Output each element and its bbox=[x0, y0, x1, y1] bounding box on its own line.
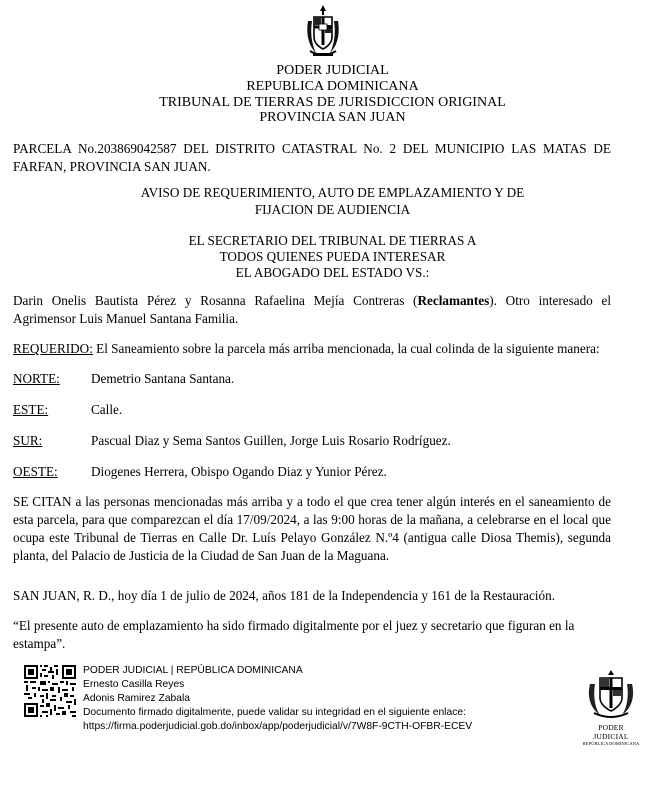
claimants-role: Reclamantes bbox=[417, 293, 490, 308]
footer-seal-subtitle: REPÚBLICA DOMINICANA bbox=[582, 741, 640, 746]
boundary-south-label: SUR: bbox=[13, 433, 43, 448]
requirement-paragraph bbox=[13, 340, 633, 358]
dominican-coat-of-arms-icon bbox=[302, 3, 344, 59]
poder-judicial-seal-icon bbox=[580, 668, 642, 720]
header-line-1: PODER JUDICIAL bbox=[276, 63, 389, 78]
parcel-description: PARCELA No.203869042587 DEL DISTRITO CATASTRAL No. 2 DEL MUNICIPIO LAS MATAS DE FARFAN, PROVINCIA SAN JUAN. bbox=[13, 141, 611, 174]
qr-code-icon bbox=[24, 665, 76, 717]
claimants-names: Darin Onelis Bautista Pérez y Rosanna Rafaelina Mejía Contreras ( bbox=[13, 293, 418, 308]
header-emblem bbox=[302, 3, 344, 59]
address-line-3: EL ABOGADO DEL ESTADO VS.: bbox=[235, 265, 430, 280]
validation-link[interactable]: https://firma.poderjudicial.gob.do/inbox/app/poderjudicial/v/7W8F-9CTH-OFBR-ECEV bbox=[83, 721, 473, 732]
signature-note: “El presente auto de emplazamiento ha sido firmado digitalmente por el juez y secretario que figuran en la estampa”. bbox=[13, 618, 575, 651]
address-line-1: EL SECRETARIO DEL TRIBUNAL DE TIERRAS A bbox=[188, 233, 477, 248]
header-line-3: TRIBUNAL DE TIERRAS DE JURISDICCION ORIGINAL bbox=[159, 95, 506, 110]
boundary-east-value: Calle. bbox=[91, 402, 123, 417]
boundary-north-label: NORTE: bbox=[13, 371, 60, 386]
validation-text: Documento firmado digitalmente, puede validar su integridad en el siguiente enlace: bbox=[83, 707, 466, 718]
header-line-4: PROVINCIA SAN JUAN bbox=[259, 110, 406, 125]
date-line: SAN JUAN, R. D., hoy día 1 de julio de 2024, años 181 de la Independencia y 161 de la Restauración. bbox=[13, 588, 556, 603]
footer-seal bbox=[580, 668, 642, 746]
boundary-west-value: Diogenes Herrera, Obispo Ogando Diaz y Yunior Pérez. bbox=[91, 464, 387, 479]
boundary-north-value: Demetrio Santana Santana. bbox=[91, 371, 235, 386]
citation-paragraph: SE CITAN a las personas mencionadas más arriba y a todo el que crea tener algún interés en el saneamiento de esta parcela, para que comparezcan el día 17/09/2024, a las 9:00 horas de la mañana, a celebrarse en el local que ocupa este Tribunal de Tierras en Calle Dr. Luís Pelayo González N.º4 (antigua calle Diosa Themis), segunda planta, del Palacio de Justicia de la Ciudad de San Juan de la Maguana. bbox=[13, 494, 611, 563]
notice-title-line-1: AVISO DE REQUERIMIENTO, AUTO DE EMPLAZAMIENTO Y DE bbox=[140, 185, 525, 200]
boundary-east-label: ESTE: bbox=[13, 402, 49, 417]
requirement-label: REQUERIDO: bbox=[13, 341, 93, 356]
signature-signer-1: Ernesto Casilla Reyes bbox=[83, 679, 185, 690]
signature-signer-2: Adonis Ramirez Zabala bbox=[83, 693, 191, 704]
footer-seal-title: PODER JUDICIAL bbox=[593, 723, 629, 741]
signature-institution: PODER JUDICIAL | REPÚBLICA DOMINICANA bbox=[83, 665, 303, 676]
boundary-south-value: Pascual Diaz y Sema Santos Guillen, Jorge Luis Rosario Rodríguez. bbox=[91, 433, 451, 448]
header-line-2: REPUBLICA DOMINICANA bbox=[246, 79, 419, 94]
claimants-paragraph bbox=[13, 292, 611, 328]
requirement-text: El Saneamiento sobre la parcela más arriba mencionada, la cual colinda de la siguiente manera: bbox=[92, 341, 600, 356]
boundary-west-label: OESTE: bbox=[13, 464, 58, 479]
claimants-rest: ). Otro interesado el Agrimensor Luis Manuel Santana Familia. bbox=[13, 293, 612, 326]
qr-code bbox=[24, 665, 76, 717]
address-line-2: TODOS QUIENES PUEDA INTERESAR bbox=[219, 249, 446, 264]
notice-title-line-2: FIJACION DE AUDIENCIA bbox=[254, 202, 411, 217]
